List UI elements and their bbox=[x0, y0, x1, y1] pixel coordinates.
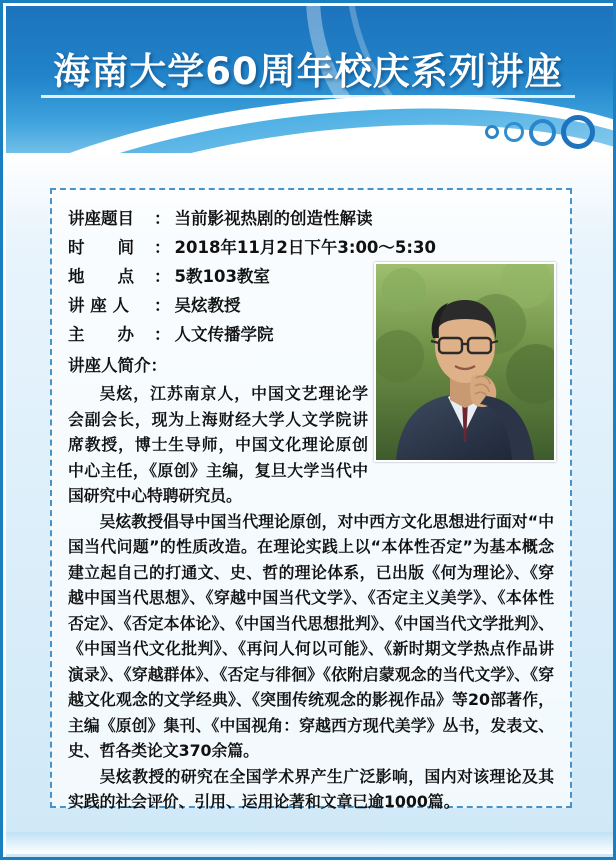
info-colon-time: ： bbox=[154, 238, 171, 257]
bio-paragraph-3: 吴炫教授的研究在全国学术界产生广泛影响，国内对该理论及其实践的社会评价、引用、运用论著和文章已逾1000篇。 bbox=[68, 766, 554, 811]
circle-small-icon bbox=[485, 125, 499, 139]
info-label-time: 时 间 bbox=[68, 238, 134, 257]
info-row-time bbox=[68, 233, 554, 262]
circle-medium-icon bbox=[504, 122, 524, 142]
info-label-topic: 讲座题目 bbox=[68, 209, 134, 228]
info-value-organizer: 人文传播学院 bbox=[174, 325, 274, 344]
lecture-info-panel bbox=[50, 188, 572, 811]
bio-heading: 讲座人简介： bbox=[68, 356, 167, 375]
bio-paragraph-2: 吴炫教授倡导中国当代理论原创，对中西方文化思想进行面对“中国当代问题”的性质改造。在理论实践上以“本体性否定”为基本概念建立起自己的打通文、史、哲的理论体系，已出版《何为理论》、《穿越中国当代思想》、《穿越中国当代文学》、《否定主义美学》、《本体性否定》、《否定本体论》、《中国当代思想批判》、《中国当代文学批判》、《中国当代文化批判》、《再问人何以可能》、《新时期文学热点作品讲演录》、《穿越群体》、《否定与徘徊》《依附启蒙观念的当代文学》、《穿越文化观念的文学经典》、《突围传统观念的影视作品》等20部著作，主编《原创》集刊、《中国视角：穿越西方现代美学》丛书，发表文、史、哲各类论文370余篇。 bbox=[68, 511, 554, 760]
page-title: 海南大学60周年校庆系列讲座 bbox=[53, 50, 563, 93]
title-underline bbox=[41, 95, 575, 98]
info-label-place: 地 点 bbox=[68, 267, 134, 286]
bio-paragraph-1: 吴炫，江苏南京人，中国文艺理论学会副会长，现为上海财经大学人文学院讲席教授，博士生导师，中国文化理论原创中心主任，《原创》主编，复旦大学当代中国研究中心特聘研究员。 bbox=[68, 384, 368, 505]
info-row-topic bbox=[68, 204, 554, 233]
info-label-organizer: 主 办 bbox=[68, 325, 134, 344]
info-value-place: 5教103教室 bbox=[174, 267, 270, 286]
info-value-speaker: 吴炫教授 bbox=[174, 296, 241, 315]
info-label-speaker: 讲 座 人 bbox=[68, 296, 129, 315]
info-colon-topic: ： bbox=[154, 209, 171, 228]
circle-large-icon bbox=[529, 119, 556, 146]
info-colon-speaker: ： bbox=[154, 296, 171, 315]
info-value-time: 2018年11月2日下午3:00～5:30 bbox=[174, 238, 436, 257]
info-colon-organizer: ： bbox=[154, 325, 171, 344]
info-colon-place: ： bbox=[154, 267, 171, 286]
poster-title-wrap bbox=[3, 41, 613, 95]
info-value-topic: 当前影视热剧的创造性解读 bbox=[174, 209, 373, 228]
circle-xlarge-icon bbox=[561, 115, 595, 149]
circles-decoration bbox=[485, 115, 595, 149]
lecturer-portrait bbox=[374, 262, 556, 462]
footer-decoration bbox=[6, 832, 616, 854]
